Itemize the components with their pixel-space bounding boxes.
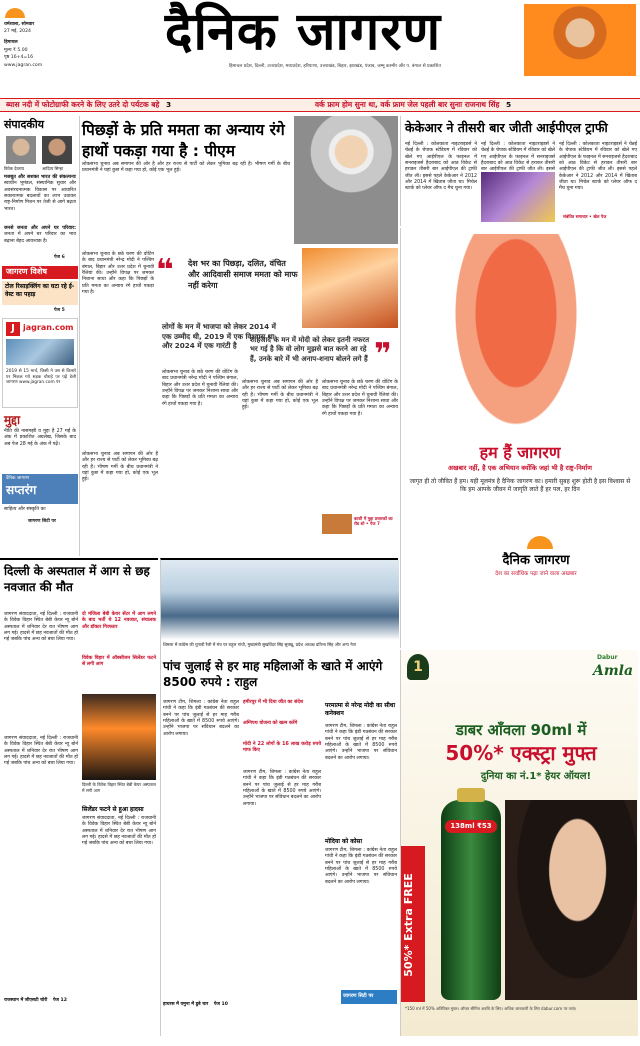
dabur-ad[interactable] [400, 650, 638, 1036]
dabur-bottle-label: 138ml ₹53 [445, 820, 497, 833]
ticker-page-1: 3 [165, 100, 172, 109]
ipl-byline[interactable]: संबंधित समाचार • खेल पेज [563, 214, 607, 219]
fire-bullet-1: दो मंजिला बेबी केयर सेंटर में आग लगने के बाद भर्ती थे 12 नवजात, संचालक और डॉक्टर गिरफ्तार [82, 612, 156, 630]
ticker-item-1[interactable] [6, 100, 306, 110]
editorial-heading: संपादकीय [4, 118, 45, 131]
rahul-side-subhead: मोदिया को कोसा [325, 838, 363, 845]
page-count: पृष्ठ 16+4=16 [4, 55, 34, 60]
jagran-ad-body: 2019 से 15 मार्च, किसी ने उस से किनारे पर निकल गये सड़क चौराहे पर पढ़ें डेली जागरण www.jagran.com पर [6, 369, 76, 386]
sidebar [0, 116, 80, 556]
rahul-photo [161, 560, 399, 640]
saptrang-sub: दैनिक जागरण [6, 476, 30, 481]
lead-callout: लोगों के मन में भाजपा को लेकर 2014 में एक उम्मीद थी, 2019 में एक विश्वास था और 2024 में एक गारंटी है [162, 322, 276, 351]
footer-mid-ref: पेज 10 [213, 1002, 228, 1007]
lead-body-2: लोकसभा चुनाव के छठे चरण की वोटिंग के बाद प्रधानमंत्री नरेन्द्र मोदी ने पश्चिम बंगाल, बिहार और उत्तर प्रदेश में चुनावी रैलियां की। उन्होंने विपक्ष पर जमकर निशाना साधा और कहा कि पिछड़ों के प्रति ममता का अन्याय रंगे हाथों पकड़ा गया है। [82, 252, 154, 295]
promo-title: हम हैं जागरण [479, 443, 561, 462]
ipl-photo [481, 172, 555, 222]
saptrang-heading: सप्तरंग [6, 483, 37, 497]
fire-body-3: जागरण संवाददाता, नई दिल्ली : राजधानी के विवेक विहार स्थित बेबी केयर न्यू बोर्न अस्पताल में शनिवार देर रात भीषण आग लग गई। हादसे में छह नवजातों की मौत हो गई जबकि पांच अन्य को बचा लिया गया। [82, 816, 156, 847]
author-name-1: विवेक देवराय [4, 166, 25, 171]
editorial-title: मजबूत और सशक्त भारत की संकल्पनाः [4, 175, 76, 180]
fire-photo-caption: दिल्ली के विवेक विहार स्थित बेबी केयर अस्पताल में लगी आग [82, 782, 156, 793]
footer-left-text: राजस्थान में जीएसटी चोरी [4, 998, 48, 1003]
lead-headline[interactable]: पिछड़ों के प्रति ममता का अन्याय रंगे हाथों पकड़ा गया है : पीएम [82, 121, 285, 160]
date-line2: 27 मई, 2024 [4, 29, 31, 34]
fire-body-1: जागरण संवाददाता, नई दिल्ली : राजधानी के विवेक विहार स्थित बेबी केयर न्यू बोर्न अस्पताल में शनिवार देर रात भीषण आग लग गई। हादसे में छह नवजातों की मौत हो गई जबकि पांच अन्य को बचा लिया गया। [4, 612, 78, 643]
footer-left-ref: पेज 12 [52, 998, 67, 1003]
jagran-ad-logo: J [6, 322, 20, 336]
rahul-story [160, 558, 398, 1036]
footer-mid[interactable] [163, 1002, 333, 1008]
promo-subtitle: अखबार नहीं, है एक अभियान क्योंकि जहां भी है राष्ट्र-निर्माण [448, 464, 592, 472]
author-photo-1 [6, 136, 36, 164]
special-heading: जागरण विशेष [2, 266, 78, 279]
kashi-thumb [322, 514, 352, 534]
rahul-photo-caption: शिमला में कांग्रेस की चुनावी रैली में मंच पर राहुल गांधी, मुख्यमंत्री सुखविंदर सिंह सुक्खू, प्रदेश अध्यक्ष प्रतिभा सिंह और अन्य नेता [163, 642, 356, 647]
lead-body-1: लोकसभा चुनाव अब समापन की ओर है और हर राज्य से पार्टी को लेकर भूमिका बढ़ रही है। भीषण गर्मी के बीच प्रधानमंत्री ने यहां कुछ में कहा गया हो, कोई एक भूल हुई। [82, 162, 290, 174]
rahul-body-4: जागरण टीम, शिमला : कांग्रेस नेता राहुल गांधी ने कहा कि इंडी गठबंधन की सरकार बनने पर पांच जुलाई से हर माह गरीब महिलाओं के खाते में 8500 रुपये आएंगे। उन्होंने भाजपा पर संविधान बदलने का आरोप लगाया। [325, 848, 397, 885]
promo-sun-logo [527, 536, 553, 549]
dabur-offer: 50%* एक्स्ट्रा मुफ्त [445, 741, 597, 765]
page-ref-2[interactable]: पेज 5 [54, 308, 65, 313]
lead-story [82, 116, 398, 556]
jagran-ad-image [6, 339, 74, 365]
fire-story [0, 558, 158, 1036]
lead-callout-2: शाहजादे के मन में मोदी को लेकर इतनी नफरत भर गई है कि वो लोग मुझसे बात करने आ रहे हैं, उनके बारे में भी अनाप-शनाप बोलने लगे हैं [250, 336, 370, 363]
lead-quote: देश भर का पिछड़ा, दलित, वंचित और आदिवासी समाज ममता को माफ नहीं करेगा [188, 259, 298, 290]
dabur-bottle-cap [457, 788, 485, 802]
promo-tagline: देश का सर्वाधिक पढ़ा जाने वाला अखबार [495, 571, 577, 577]
editions-line: हिमाचल प्रदेश, दिल्ली, उत्तरप्रदेश, मध्यप्रदेश, हरियाणा, उत्तराखंड, बिहार, झारखंड, पंजाब, जम्मू कश्मीर और प. बंगाल से प्रकाशित [228, 64, 442, 69]
quote-marks-close: ❞ [374, 337, 392, 372]
dabur-disclaimer: *150 ml में 50% अतिरिक्त मुफ्त। ऑफर सीमित अवधि के लिए। अधिक जानकारी के लिए dabur.com पर जाएं। [405, 1006, 577, 1011]
ipl-body-3: नई दिल्ली : कोलकाता नाइटराइडर्स ने चेन्नई के चेपाक स्टेडियम में रविवार को खेले गए आईपीएल के फाइनल में सनराइजर्स हैदराबाद को आठ विकेट से हराकर तीसरी बार आईपीएल की ट्राफी जीत ली। इससे पहले केकेआर ने 2012 और 2014 में खिताब जीता था। मिचेल स्टार्क को प्लेयर ऑफ द मैच चुना गया। [559, 142, 637, 192]
rally-photo [302, 248, 398, 328]
dabur-headline: डाबर आँवला 90ml में [455, 721, 587, 739]
ticker-text-1: ब्यास नदी में फोटोग्राफी करने के लिए उतरे दो पर्यटक बहे [6, 100, 160, 109]
website[interactable]: www.jagran.com [4, 63, 43, 68]
footer-left[interactable] [4, 998, 154, 1004]
lead-body-5: लोकसभा चुनाव के छठे चरण की वोटिंग के बाद प्रधानमंत्री नरेन्द्र मोदी ने पश्चिम बंगाल, बिहार और उत्तर प्रदेश में चुनावी रैलियां की। उन्होंने विपक्ष पर जमकर निशाना साधा और कहा कि पिछड़ों के प्रति ममता का अन्याय रंगे हाथों पकड़ा गया है। [322, 380, 398, 417]
footer-mid-text: हाथरस में यमुना में डूबे चार [163, 1002, 209, 1007]
ticker-item-2[interactable] [315, 100, 635, 110]
fire-bullet-2: विवेक विहार में ऑक्सीजन सिलेंडर फटने से लगी आग [82, 656, 156, 668]
jagran-ad-box [2, 318, 78, 408]
rahul-body-1: जागरण टीम, शिमला : कांग्रेस नेता राहुल गांधी ने कहा कि इंडी गठबंधन की सरकार बनने पर पांच जुलाई से हर माह गरीब महिलाओं के खाते में 8500 रुपये आएंगे। उन्होंने भाजपा पर संविधान बदलने का आरोप लगाया। [163, 700, 239, 737]
rahul-body-2: जागरण टीम, शिमला : कांग्रेस नेता राहुल गांधी ने कहा कि इंडी गठबंधन की सरकार बनने पर पांच जुलाई से हर माह गरीब महिलाओं के खाते में 8500 रुपये आएंगे। उन्होंने भाजपा पर संविधान बदलने का आरोप लगाया। [243, 770, 321, 807]
promo-fist-art [451, 234, 581, 432]
fire-headline[interactable]: दिल्ली के अस्पताल में आग से छह नवजात की मौत [4, 564, 150, 594]
lead-body-6: लोकसभा चुनाव अब समापन की ओर है और हर राज्य से पार्टी को लेकर भूमिका बढ़ रही है। भीषण गर्मी के बीच प्रधानमंत्री ने यहां कुछ में कहा गया हो, कोई एक भूल हुई। [82, 452, 158, 483]
fire-photo [82, 694, 156, 780]
ipl-body-2: नई दिल्ली : कोलकाता नाइटराइडर्स ने चेन्नई के चेपाक स्टेडियम में रविवार को खेले गए आईपीएल के फाइनल में सनराइजर्स हैदराबाद को आठ विकेट से हराकर तीसरी बार आईपीएल की ट्राफी जीत ली। इससे [481, 142, 555, 173]
editorial-body-2: जनता में अपने घर परिवार का भाव बढ़ाना बेहद आवश्यक है। [4, 232, 76, 244]
rahul-bullet-2: अग्निपथ योजना को खत्म करेंगे [243, 721, 298, 726]
mudda-body: नीति की नासमझी व मुद्दा है 27 मई के अंक में प्रकाशित अग्रलेख, जिसके बाद अब पेज 28 मई के अंक में पढ़ें। [4, 429, 76, 447]
editorial-title-2: जनसे जनता और अपने घर परिवार: [4, 226, 76, 231]
dabur-brand: Dabur [597, 654, 618, 661]
modi-photo [294, 116, 398, 244]
special-title[interactable]: टोल रिसाइक्लिंग का घटा रहे ई-वेस्ट का पहाड़ [5, 283, 75, 298]
editorial-text [4, 175, 76, 223]
paper-title: दैनिक जागरण [164, 1, 442, 62]
quote-marks-open: ❝ [156, 253, 174, 288]
saptrang-ref[interactable]: जागरण सिटी पर [28, 519, 56, 524]
jagran-promo [400, 228, 638, 648]
ticker-page-2: 5 [506, 100, 512, 109]
dabur-side-badge: 50%* Extra FREE [402, 873, 415, 977]
ipl-body-1: नई दिल्ली : कोलकाता नाइटराइडर्स ने चेन्नई के चेपाक स्टेडियम में रविवार को खेले गए आईपीएल के फाइनल में सनराइजर्स हैदराबाद को आठ विकेट से हराकर तीसरी बार आईपीएल की ट्राफी जीत ली। इससे पहले केकेआर ने 2012 और 2014 में खिताब जीता था। मिचेल स्टार्क को प्लेयर ऑफ द मैच चुना गया। [405, 142, 477, 192]
ipl-headline[interactable]: केकेआर ने तीसरी बार जीती आईपीएल ट्राफी [405, 120, 608, 135]
rahul-byline[interactable]: जागरण सिटी पर [343, 993, 374, 999]
edition: हिमाचल [4, 40, 18, 45]
dabur-subline: दुनिया का नं.1* हेयर ऑयल! [480, 771, 592, 782]
author-name-2: आदित्य सिन्हा [42, 166, 64, 171]
promo-body: जागृत ही तो जीवित हैं हम। यही मूलमंत्र है दैनिक जागरण का। हमारी सुबह शुरू होती है इस विश्वास से कि हम आपके जीवन में जागृति लाते हैं हर पल, हर दिन [409, 478, 631, 494]
dabur-model [505, 800, 637, 1000]
ipl-story [400, 116, 638, 226]
author-photo-2 [42, 136, 72, 164]
rahul-bullet-3: मोदी ने 22 लोगों के 16 लाख करोड़ रुपये माफ किए [243, 742, 321, 754]
page-ref-1[interactable]: पेज 6 [54, 255, 65, 260]
lead-byline[interactable]: काशी में मुद्दा प्रचारकों का रोड शो • पेज 7 [354, 516, 393, 527]
sun-logo [5, 8, 25, 18]
dabur-badge: 1 [407, 654, 429, 680]
dabur-product: Amla [593, 663, 634, 679]
rahul-side-title: परमात्मा से नरेन्द्र मोदी का सीधा कनेक्शन [325, 702, 396, 718]
fire-body-2: जागरण संवाददाता, नई दिल्ली : राजधानी के विवेक विहार स्थित बेबी केयर न्यू बोर्न अस्पताल में शनिवार देर रात भीषण आग लग गई। हादसे में छह नवजातों की मौत हो गई जबकि पांच अन्य को बचा लिया गया। [4, 736, 78, 767]
ticker-text-2: वर्क फ्राम होम सुना था, वर्क फ्राम जेल पहली बार सुनाः राजनाथ सिंह [315, 100, 500, 109]
lead-body-3: लोकसभा चुनाव के छठे चरण की वोटिंग के बाद प्रधानमंत्री नरेन्द्र मोदी ने पश्चिम बंगाल, बिहार और उत्तर प्रदेश में चुनावी रैलियां की। उन्होंने विपक्ष पर जमकर निशाना साधा और कहा कि पिछड़ों के प्रति ममता का अन्याय रंगे हाथों पकड़ा गया है। [162, 370, 238, 407]
mudda-heading: मुद्दा [4, 413, 21, 427]
fire-bullets [82, 612, 156, 692]
promo-logo-text: दैनिक जागरण [502, 553, 570, 568]
masthead [0, 0, 640, 109]
jagran-ad-domain[interactable]: jagran.com [23, 323, 74, 332]
rahul-body-3: जागरण टीम, शिमला : कांग्रेस नेता राहुल गांधी ने कहा कि इंडी गठबंधन की सरकार बनने पर पांच जुलाई से हर माह गरीब महिलाओं के खाते में 8500 रुपये आएंगे। उन्होंने भाजपा पर संविधान बदलने का आरोप लगाया। [325, 724, 397, 761]
date-line1: धर्मशाला, सोमवार [4, 22, 35, 27]
rahul-headline[interactable]: पांच जुलाई से हर माह महिलाओं के खाते में आएंगे 8500 रुपये : राहुल [163, 659, 383, 690]
editorial-body: स्वाधीन भूमंडल, संस्थानिक सुधार और अवसंरचनात्मक विकास पर आधारित सकारात्मक बदलावों का लाभ उठाकर राष्ट्र-निर्माण मिशन पर तेजी से आगे बढ़ता भारत। [4, 181, 76, 212]
lead-body-4: लोकसभा चुनाव अब समापन की ओर है और हर राज्य से पार्टी को लेकर भूमिका बढ़ रही है। भीषण गर्मी के बीच प्रधानमंत्री ने यहां कुछ में कहा गया हो, कोई एक भूल हुई। [242, 380, 318, 411]
fire-subhead: सिलेंडर फटने से हुआ हादसा [82, 806, 144, 813]
rahul-bullet-1: हमीरपुर में भी दिया जीत का संदेश [243, 700, 304, 705]
masthead-portrait [524, 4, 636, 76]
editorial-text-2 [4, 226, 76, 254]
saptrang-body: साहित्य और संस्कृति का [4, 507, 46, 512]
price: मूल्य ₹ 5.00 [4, 48, 28, 53]
